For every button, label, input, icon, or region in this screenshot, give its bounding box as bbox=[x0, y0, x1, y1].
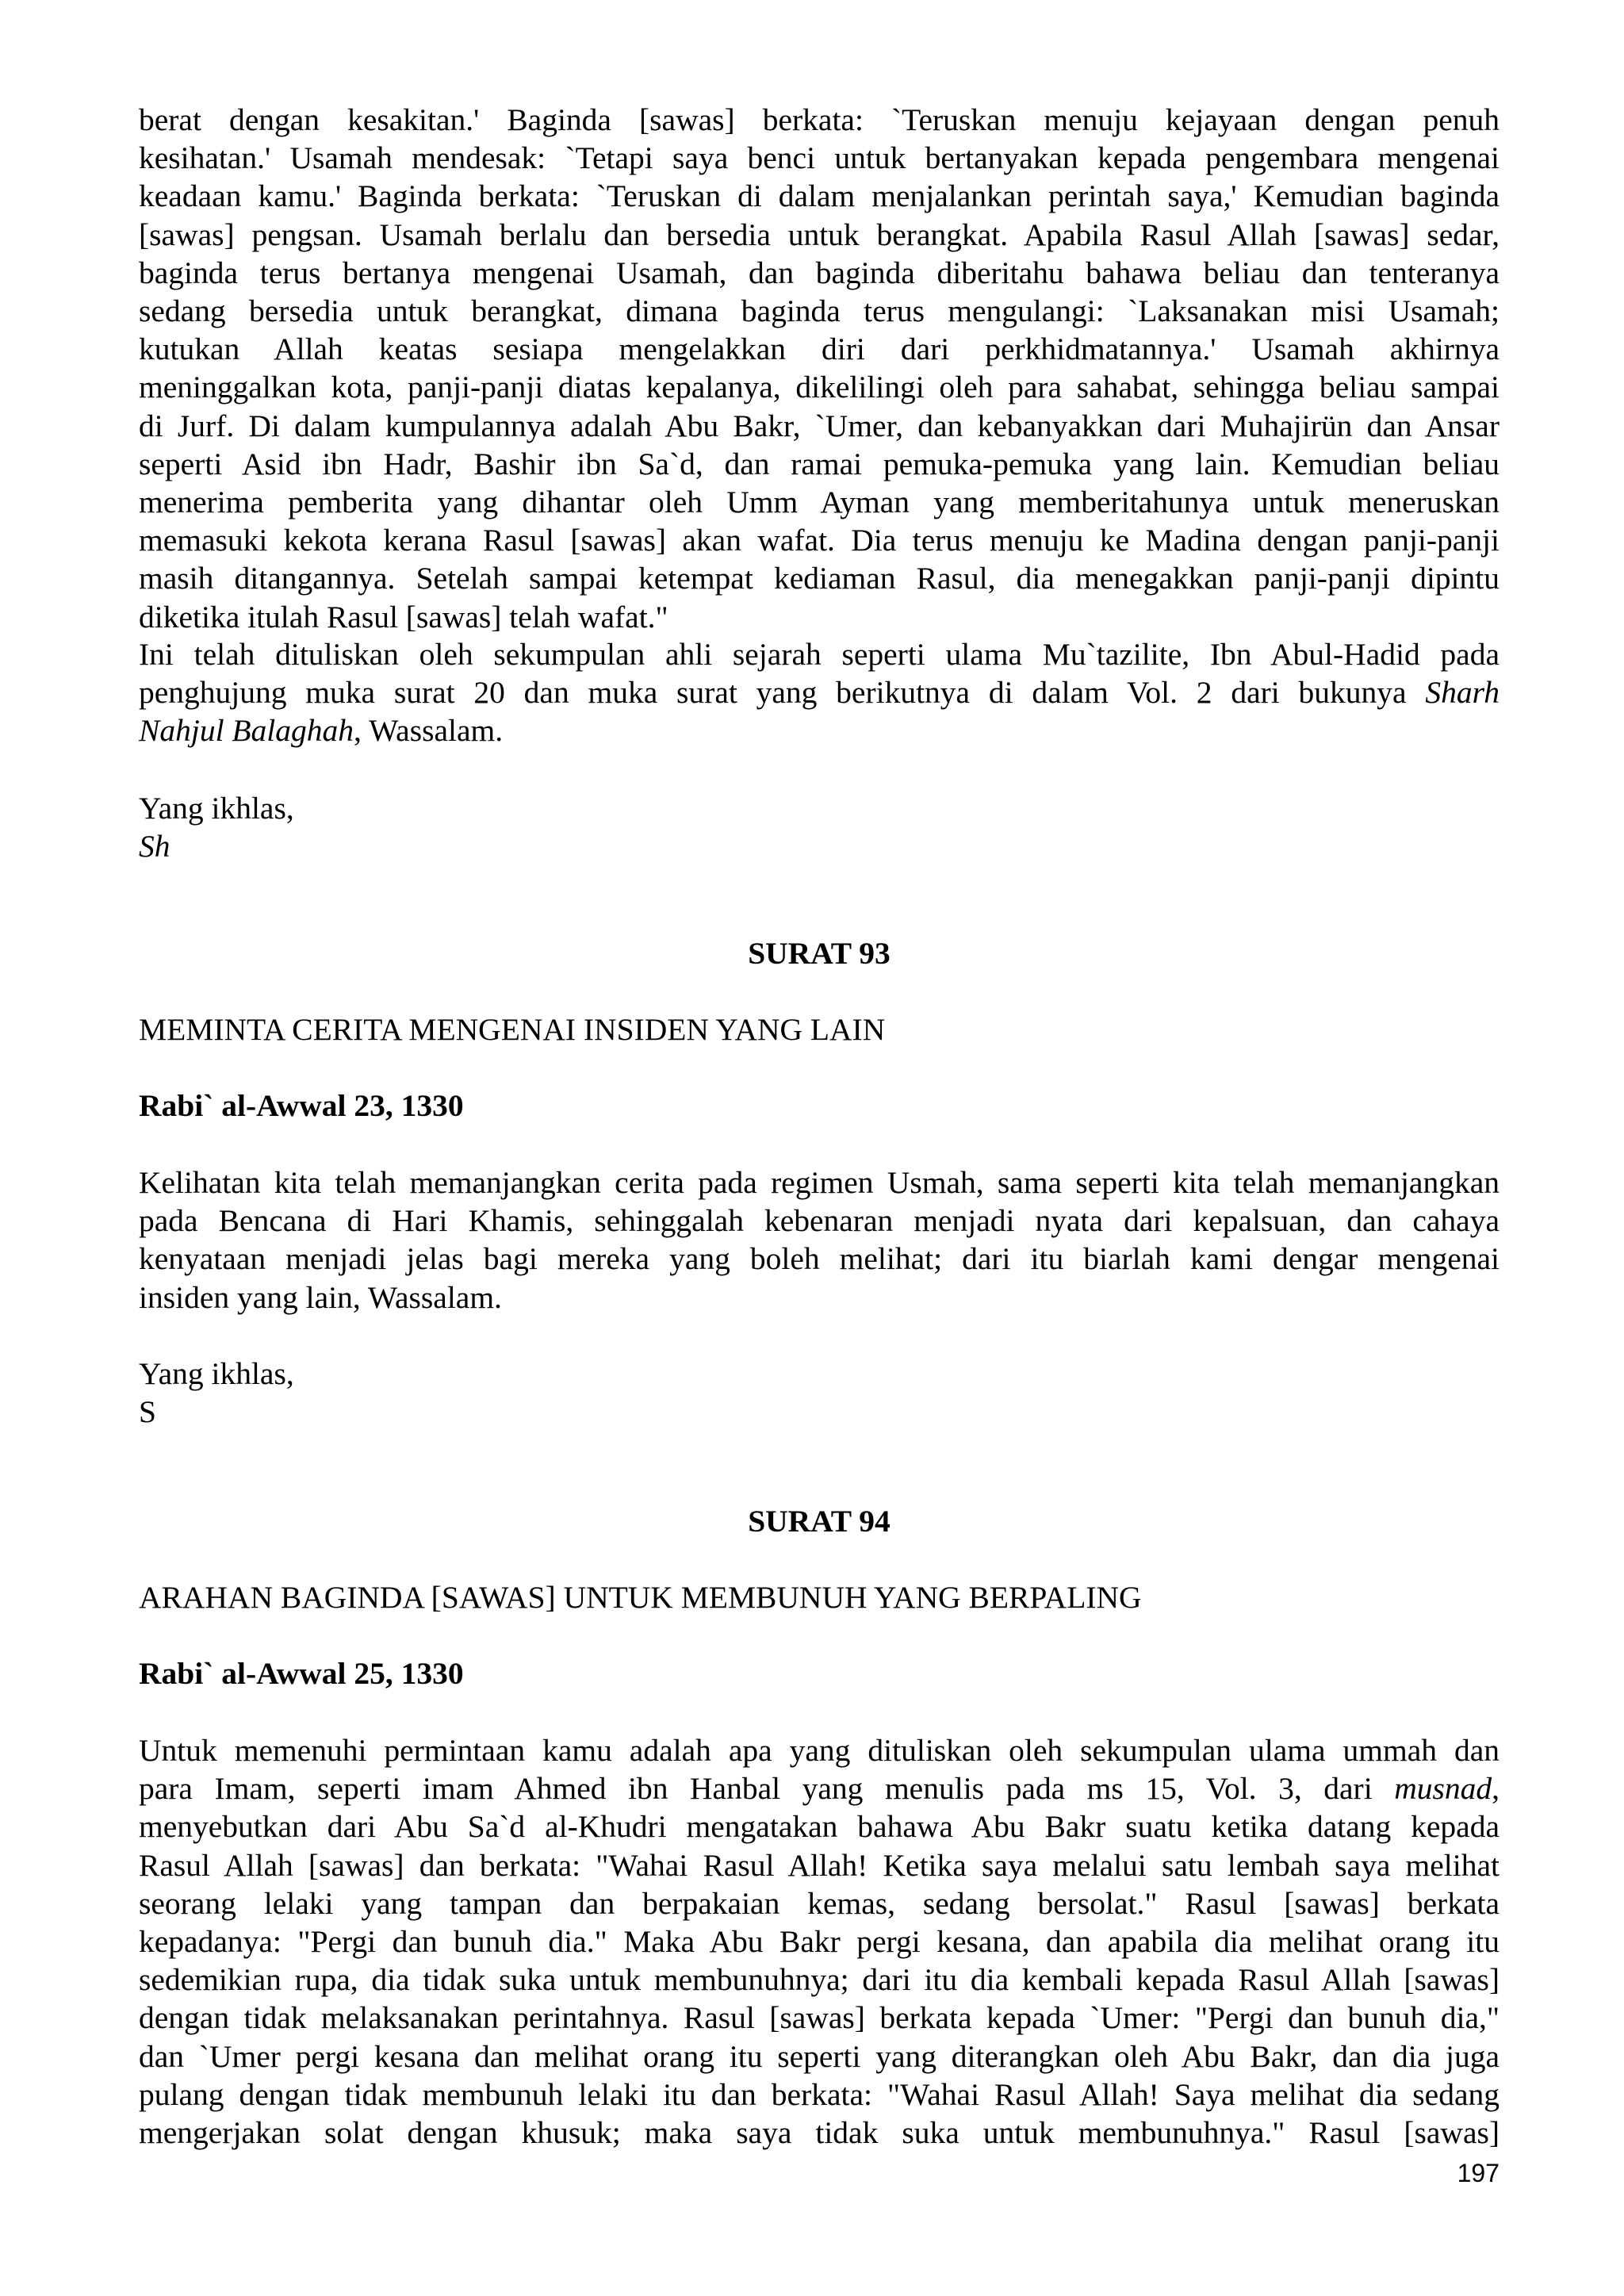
text-line: kenyataan menjadi jelas bagi mereka yang boleh melihat; dari itu biarlah kami dengar mengenai bbox=[139, 1241, 1500, 1277]
text-segment: para Imam, seperti imam Ahmed ibn Hanbal yang menulis pada ms 15, Vol. 3, dari bbox=[139, 1771, 1395, 1807]
letter-date: Rabi` al-Awwal 23, 1330 bbox=[139, 1088, 464, 1123]
page-number: 197 bbox=[1457, 2159, 1500, 2187]
text-line bbox=[139, 1769, 1500, 1807]
closing-paragraph bbox=[139, 635, 1500, 750]
text-line: insiden yang lain, Wassalam. bbox=[139, 1279, 502, 1315]
closing-salutation: Yang ikhlas, bbox=[139, 1356, 294, 1391]
text-line: baginda terus bertanya mengenai Usamah, dan baginda diberitahu bahawa beliau dan tenteranya bbox=[139, 255, 1500, 290]
text-line: Rasul Allah [sawas] dan berkata: "Wahai Rasul Allah! Ketika saya melalui satu lembah saya melihat bbox=[139, 1847, 1500, 1883]
book-title: Sharh bbox=[1425, 675, 1500, 711]
text-line: pada Bencana di Hari Khamis, sehinggalah kebenaran menjadi nyata dari kepalsuan, dan cahaya bbox=[139, 1203, 1500, 1239]
closing-salutation: Yang ikhlas, bbox=[139, 791, 294, 826]
signature: S bbox=[139, 1394, 156, 1430]
text-line: kepadanya: "Pergi dan bunuh dia." Maka Abu Bakr pergi kesana, dan apabila dia melihat orang itu bbox=[139, 1924, 1500, 1960]
text-line: Ini telah dituliskan oleh sekumpulan ahli sejarah seperti ulama Mu`tazilite, Ibn Abul-Hadid pada bbox=[139, 637, 1500, 672]
text-line: sedemikian rupa, dia tidak suka untuk membunuhnya; dari itu dia kembali kepada Rasul Allah [sawas] bbox=[139, 1962, 1500, 1998]
text-line: diketika itulah Rasul [sawas] telah wafat." bbox=[139, 599, 668, 634]
signoff bbox=[139, 1355, 1500, 1431]
text-segment: , bbox=[1492, 1771, 1500, 1807]
text-segment: penghujung muka surat 20 dan muka surat yang berikutnya di dalam Vol. 2 dari bukunya bbox=[139, 675, 1407, 711]
text-line: Untuk memenuhi permintaan kamu adalah apa yang dituliskan oleh sekumpulan ulama ummah dan bbox=[139, 1733, 1500, 1768]
text-line bbox=[139, 673, 1500, 711]
text-line: seperti Asid ibn Hadr, Bashir ibn Sa`d, dan ramai pemuka-pemuka yang lain. Kemudian beliau bbox=[139, 446, 1500, 481]
letter-heading: SURAT 93 bbox=[748, 936, 891, 971]
text-line: dengan tidak melaksanakan perintahnya. Rasul [sawas] berkata kepada `Umer: "Pergi dan bunuh dia," bbox=[139, 2000, 1500, 2036]
text-line: kutukan Allah keatas sesiapa mengelakkan diri dari perkhidmatannya.' Usamah akhirnya bbox=[139, 332, 1500, 367]
text-line: menerima pemberita yang dihantar oleh Umm Ayman yang memberitahunya untuk meneruskan bbox=[139, 485, 1500, 520]
text-line: seorang lelaki yang tampan dan berpakaian kemas, sedang bersolat." Rasul [sawas] berkata bbox=[139, 1885, 1500, 1921]
letter-heading: SURAT 94 bbox=[748, 1504, 891, 1539]
text-line: masih ditangannya. Setelah sampai ketempat kediaman Rasul, dia menegakkan panji-panji dipintu bbox=[139, 561, 1500, 596]
letter-body bbox=[139, 1163, 1500, 1317]
book-title: musnad bbox=[1394, 1771, 1492, 1807]
text-line bbox=[139, 711, 1500, 749]
text-line: dan `Umer pergi kesana dan melihat orang itu seperti yang diterangkan oleh Abu Bakr, dan dia juga bbox=[139, 2038, 1500, 2074]
text-line: berat dengan kesakitan.' Baginda [sawas] berkata: `Teruskan menuju kejayaan dengan penuh bbox=[139, 102, 1500, 137]
text-line: pulang dengan tidak membunuh lelaki itu dan berkata: "Wahai Rasul Allah! Saya melihat dia sedang bbox=[139, 2076, 1500, 2112]
text-line: di Jurf. Di dalam kumpulannya adalah Abu Bakr, `Umer, dan kebanyakkan dari Muhajirün dan Ansar bbox=[139, 408, 1500, 443]
signature: Sh bbox=[139, 829, 170, 864]
text-line: Kelihatan kita telah memanjangkan cerita pada regimen Usmah, sama seperti kita telah memanjangkan bbox=[139, 1165, 1500, 1200]
text-line: sedang bersedia untuk berangkat, dimana baginda terus mengulangi: `Laksanakan misi Usamah; bbox=[139, 293, 1500, 329]
continuation-paragraph bbox=[139, 101, 1500, 636]
text-segment: , Wassalam. bbox=[354, 713, 504, 749]
text-line: keadaan kamu.' Baginda berkata: `Teruskan di dalam menjalankan perintah saya,' Kemudian baginda bbox=[139, 178, 1500, 214]
text-line: mengerjakan solat dengan khusuk; maka saya tidak suka untuk membunuhnya." Rasul [sawas] bbox=[139, 2115, 1500, 2151]
letter-subject: MEMINTA CERITA MENGENAI INSIDEN YANG LAIN bbox=[139, 1012, 886, 1047]
signoff bbox=[139, 789, 1500, 865]
text-line: kesihatan.' Usamah mendesak: `Tetapi saya benci untuk bertanyakan kepada pengembara mengenai bbox=[139, 140, 1500, 176]
text-line: memasuki kekota kerana Rasul [sawas] akan wafat. Dia terus menuju ke Madina dengan panji-panji bbox=[139, 523, 1500, 558]
text-line: meninggalkan kota, panji-panji diatas kepalanya, dikelilingi oleh para sahabat, sehingga beliau sampai bbox=[139, 370, 1500, 405]
letter-body bbox=[139, 1731, 1500, 2152]
text-line: [sawas] pengsan. Usamah berlalu dan bersedia untuk berangkat. Apabila Rasul Allah [sawas] sedar, bbox=[139, 217, 1500, 252]
letter-date: Rabi` al-Awwal 25, 1330 bbox=[139, 1656, 464, 1691]
text-line: menyebutkan dari Abu Sa`d al-Khudri mengatakan bahawa Abu Bakr suatu ketika datang kepada bbox=[139, 1809, 1500, 1845]
book-title: Nahjul Balaghah bbox=[139, 713, 354, 749]
letter-subject: ARAHAN BAGINDA [SAWAS] UNTUK MEMBUNUH YANG BERPALING bbox=[139, 1580, 1142, 1615]
